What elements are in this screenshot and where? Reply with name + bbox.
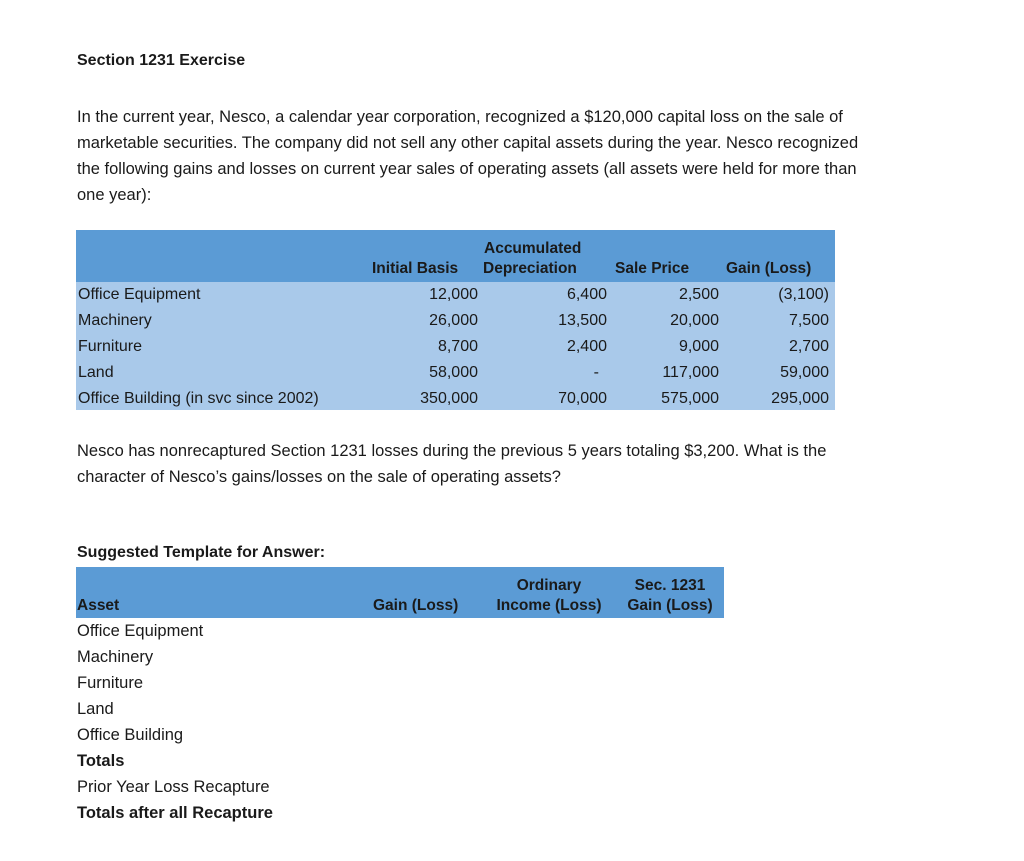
asset-name: Machinery [78, 312, 152, 329]
table-row [76, 308, 835, 334]
initial-basis-value: 12,000 [429, 286, 478, 303]
asset-name: Land [78, 364, 114, 381]
header-gain-loss: Gain (Loss) [726, 260, 812, 277]
depreciation-value: 70,000 [558, 390, 607, 407]
gain-loss-value: 7,500 [788, 312, 829, 329]
intro-line: one year): [77, 186, 152, 204]
initial-basis-value: 26,000 [429, 312, 478, 329]
sale-price-value: 9,000 [678, 338, 719, 355]
depreciation-value: 2,400 [566, 338, 607, 355]
asset-name: Office Building (in svc since 2002) [78, 390, 319, 407]
intro-line: the following gains and losses on current year sales of operating assets (all assets were held for more than [77, 160, 857, 178]
table-row [76, 360, 835, 386]
answer-template-rows [77, 618, 273, 826]
list-item: Office Building [77, 726, 184, 744]
page-title: Section 1231 Exercise [77, 52, 246, 69]
depreciation-value: 13,500 [558, 312, 607, 329]
list-item: Office Equipment [77, 622, 204, 640]
table-row [76, 386, 835, 412]
sale-price-value: 2,500 [678, 286, 719, 303]
depreciation-value: 6,400 [566, 286, 607, 303]
initial-basis-value: 58,000 [429, 364, 478, 381]
sale-price-value: 575,000 [661, 390, 719, 407]
question-line: character of Nesco’s gains/losses on the sale of operating assets? [77, 468, 561, 486]
gain-loss-value: 2,700 [788, 338, 829, 355]
gain-loss-value: 295,000 [771, 390, 829, 407]
initial-basis-value: 350,000 [420, 390, 478, 407]
header-ordinary: Ordinary [516, 577, 582, 594]
header-accumulated: Accumulated [484, 240, 582, 257]
header-sale-price: Sale Price [615, 260, 690, 277]
initial-basis-value: 8,700 [437, 338, 478, 355]
intro-line: In the current year, Nesco, a calendar year corporation, recognized a $120,000 capital loss on the sale of [77, 108, 843, 126]
header-asset: Asset [77, 597, 120, 614]
totals-after-recapture-label: Totals after all Recapture [77, 804, 273, 822]
asset-sales-table-header [76, 230, 835, 282]
sale-price-value: 20,000 [670, 312, 719, 329]
suggested-template-label: Suggested Template for Answer: [77, 544, 326, 561]
asset-name: Furniture [78, 338, 143, 355]
depreciation-value: - [593, 364, 599, 381]
question-paragraph [77, 438, 917, 490]
gain-loss-value: (3,100) [778, 286, 829, 303]
list-item: Prior Year Loss Recapture [77, 778, 270, 796]
header-sec-1231-gain-loss: Gain (Loss) [627, 597, 713, 614]
list-item: Land [77, 700, 114, 718]
header-income-loss: Income (Loss) [496, 597, 602, 614]
table-row [76, 282, 835, 308]
table-row [76, 334, 835, 360]
header-initial-basis: Initial Basis [372, 260, 459, 277]
question-line: Nesco has nonrecaptured Section 1231 losses during the previous 5 years totaling $3,200. What is the [77, 442, 827, 460]
gain-loss-value: 59,000 [780, 364, 829, 381]
header-gain-loss: Gain (Loss) [373, 597, 459, 614]
sale-price-value: 117,000 [662, 364, 719, 381]
totals-label: Totals [77, 752, 125, 770]
asset-sales-table [76, 230, 835, 410]
intro-line: marketable securities. The company did not sell any other capital assets during the year. Nesco recognized [77, 134, 859, 152]
header-sec-1231: Sec. 1231 [634, 577, 706, 594]
header-depreciation: Depreciation [483, 260, 577, 277]
intro-paragraph [77, 104, 917, 208]
asset-name: Office Equipment [78, 286, 201, 303]
list-item: Furniture [77, 674, 144, 692]
list-item: Machinery [77, 648, 154, 666]
answer-template-header [76, 567, 724, 618]
